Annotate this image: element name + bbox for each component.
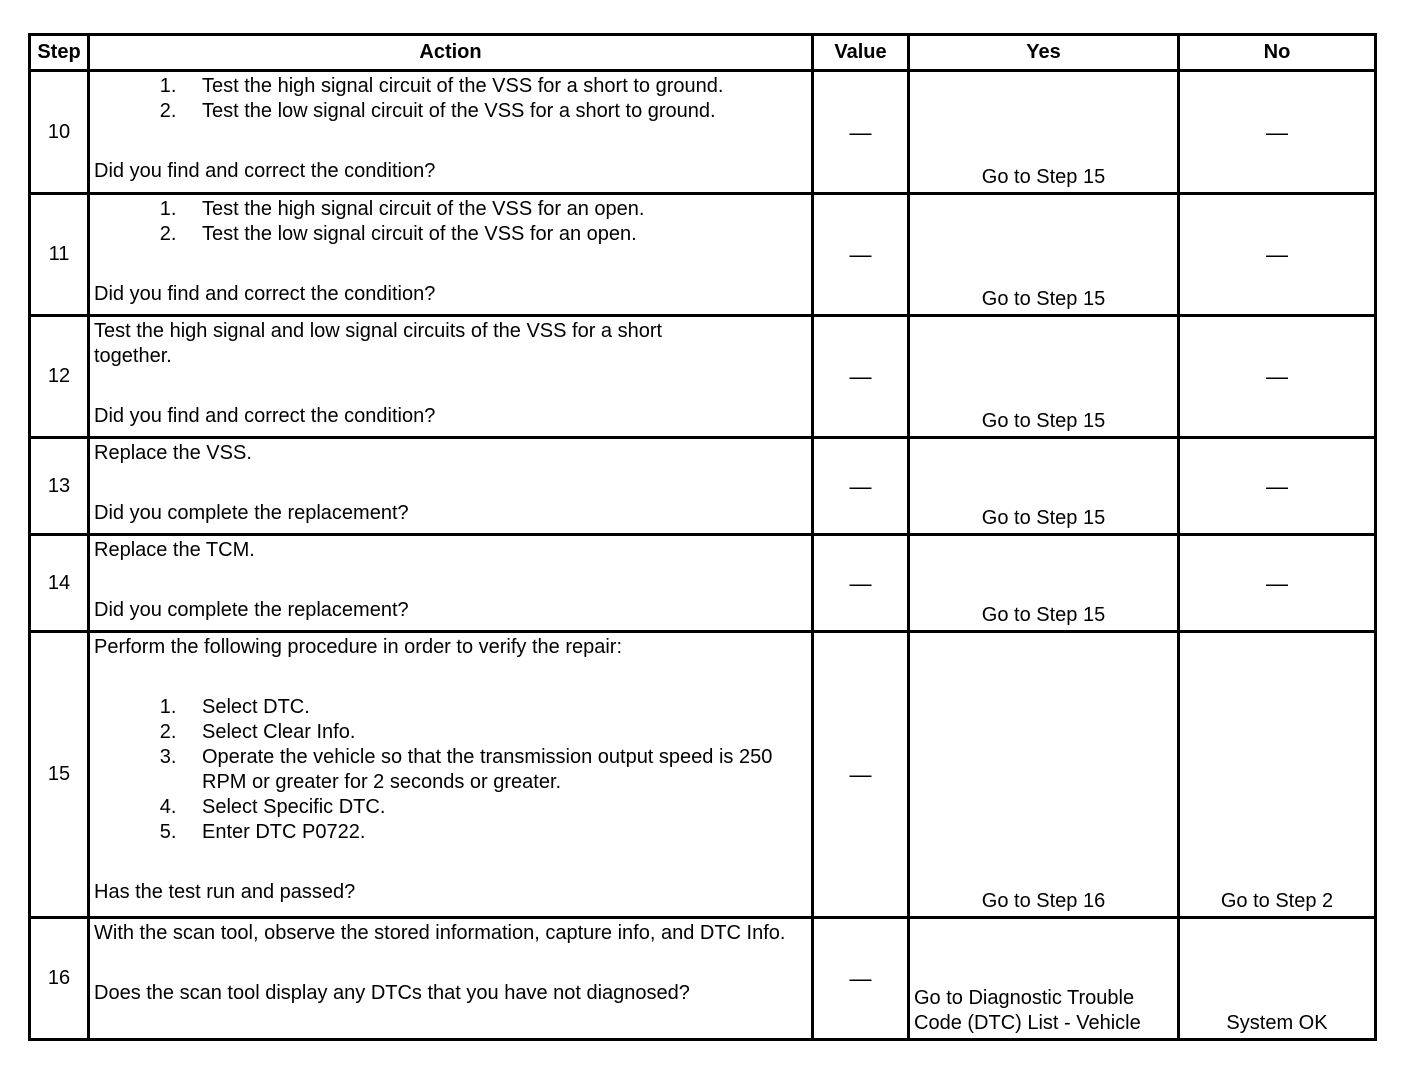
- table-row: [30, 316, 1376, 438]
- list-item: 3. Operate the vehicle so that the transmission output speed is 250 RPM or greater for 2 seconds or greater.: [182, 745, 777, 795]
- action-question: Does the scan tool display any DTCs that you have not diagnosed?: [94, 982, 690, 1004]
- step-number: 11: [30, 194, 89, 316]
- list-item: 2. Test the low signal circuit of the VSS for a short to ground.: [182, 99, 807, 124]
- step-number: 13: [30, 438, 89, 535]
- action-question: Did you complete the replacement?: [94, 599, 409, 621]
- list-item: 2. Test the low signal circuit of the VSS for an open.: [182, 222, 807, 247]
- action-question: Did you find and correct the condition?: [94, 405, 436, 427]
- no-cell: —: [1179, 194, 1376, 316]
- step-number: 16: [30, 918, 89, 1040]
- action-cell: [89, 632, 813, 918]
- table-row: [30, 438, 1376, 535]
- yes-cell: Go to Step 16: [909, 632, 1179, 918]
- header-step: Step: [30, 35, 89, 71]
- value-cell: —: [813, 316, 909, 438]
- no-cell: —: [1179, 535, 1376, 632]
- table-row: [30, 535, 1376, 632]
- diagnostic-table: [28, 33, 1377, 1041]
- value-cell: —: [813, 194, 909, 316]
- action-text: Perform the following procedure in order to verify the repair:: [94, 636, 623, 658]
- step-number: 15: [30, 632, 89, 918]
- list-item: 1. Select DTC.: [182, 695, 777, 720]
- list-item: 5. Enter DTC P0722.: [182, 820, 777, 845]
- list-item: 4. Select Specific DTC.: [182, 795, 777, 820]
- no-cell: Go to Step 2: [1179, 632, 1376, 918]
- action-cell: [89, 535, 813, 632]
- table-row: [30, 918, 1376, 1040]
- header-row: [30, 35, 1376, 71]
- yes-cell: Go to Diagnostic Trouble Code (DTC) List - Vehicle: [909, 918, 1179, 1040]
- no-cell: System OK: [1179, 918, 1376, 1040]
- action-cell: [89, 194, 813, 316]
- action-question: Did you find and correct the condition?: [94, 160, 436, 182]
- header-no: No: [1179, 35, 1376, 71]
- value-cell: —: [813, 632, 909, 918]
- table-row: [30, 632, 1376, 918]
- no-cell: —: [1179, 438, 1376, 535]
- action-question: Did you complete the replacement?: [94, 502, 409, 524]
- yes-cell: Go to Step 15: [909, 71, 1179, 194]
- list-item: 2. Select Clear Info.: [182, 720, 777, 745]
- value-cell: —: [813, 918, 909, 1040]
- list-item: 1. Test the high signal circuit of the VSS for an open.: [182, 197, 807, 222]
- action-text: Replace the TCM.: [94, 539, 255, 561]
- action-text: With the scan tool, observe the stored information, capture info, and DTC Info.: [94, 922, 786, 944]
- value-cell: —: [813, 535, 909, 632]
- action-text: Replace the VSS.: [94, 442, 252, 464]
- action-cell: [89, 438, 813, 535]
- action-list: [94, 74, 807, 124]
- table-row: [30, 194, 1376, 316]
- action-text: Test the high signal and low signal circuits of the VSS for a short together.: [94, 320, 663, 367]
- action-question: Did you find and correct the condition?: [94, 283, 436, 305]
- list-item: 1. Test the high signal circuit of the VSS for a short to ground.: [182, 74, 807, 99]
- yes-cell: Go to Step 15: [909, 438, 1179, 535]
- step-number: 14: [30, 535, 89, 632]
- action-list: [94, 695, 807, 845]
- action-cell: [89, 316, 813, 438]
- yes-cell: Go to Step 15: [909, 316, 1179, 438]
- yes-cell: Go to Step 15: [909, 194, 1179, 316]
- yes-cell: Go to Step 15: [909, 535, 1179, 632]
- action-list: [94, 197, 807, 247]
- action-question: Has the test run and passed?: [94, 881, 356, 903]
- action-cell: [89, 918, 813, 1040]
- header-action: Action: [89, 35, 813, 71]
- value-cell: —: [813, 438, 909, 535]
- no-cell: —: [1179, 316, 1376, 438]
- value-cell: —: [813, 71, 909, 194]
- header-value: Value: [813, 35, 909, 71]
- step-number: 10: [30, 71, 89, 194]
- action-cell: [89, 71, 813, 194]
- header-yes: Yes: [909, 35, 1179, 71]
- no-cell: —: [1179, 71, 1376, 194]
- step-number: 12: [30, 316, 89, 438]
- table-row: [30, 71, 1376, 194]
